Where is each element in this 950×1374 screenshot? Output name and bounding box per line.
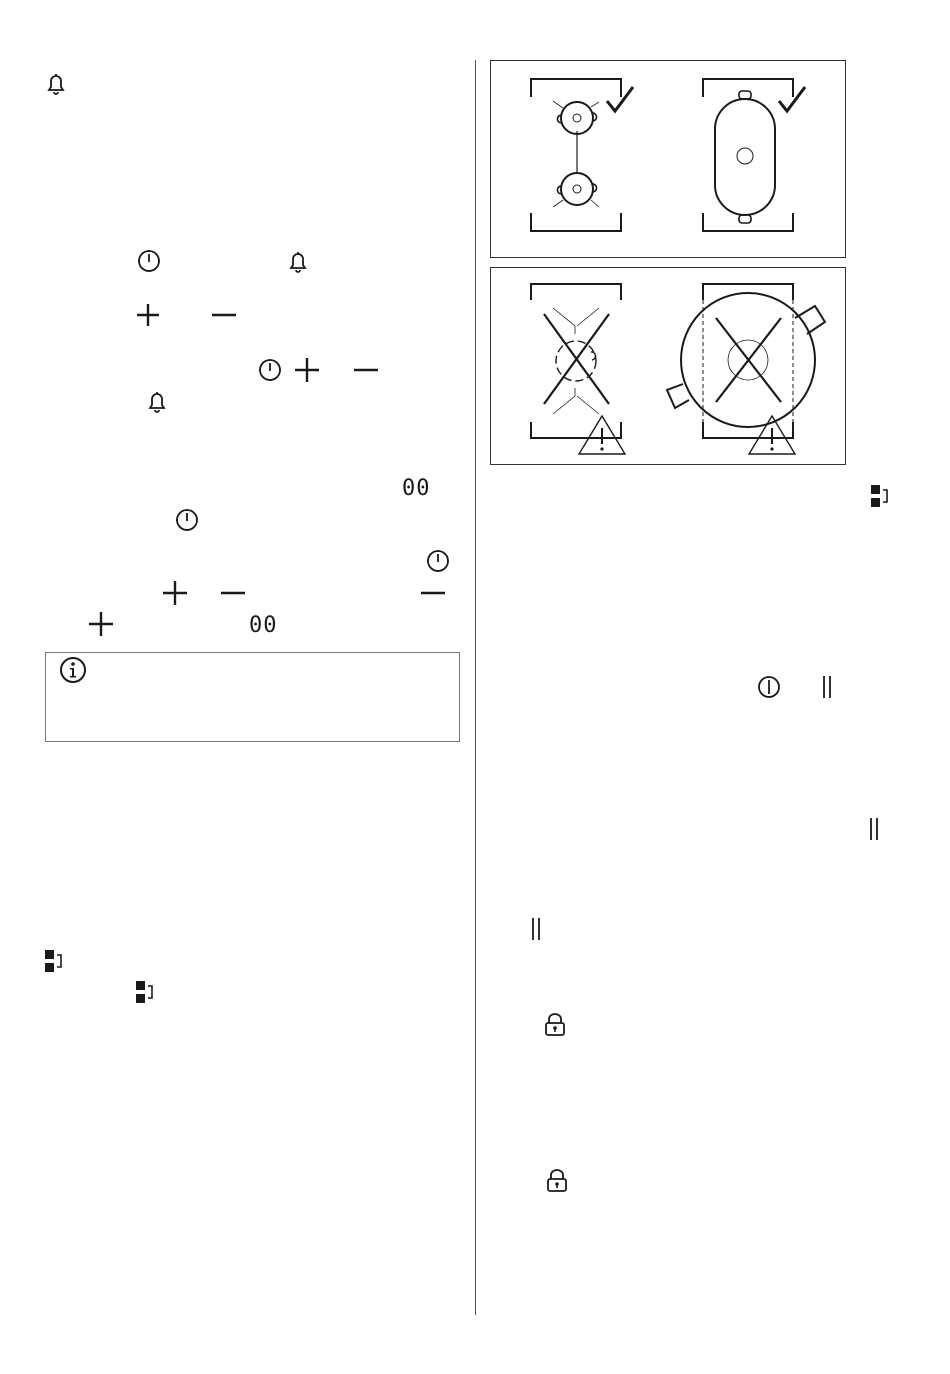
pause-icon <box>822 675 832 699</box>
clock-icon <box>137 249 161 273</box>
clock-icon <box>258 358 282 382</box>
timer-display: 00 <box>249 613 278 638</box>
minus-icon <box>420 581 446 605</box>
column-separator <box>475 60 476 1315</box>
plus-icon <box>136 303 160 327</box>
info-icon <box>59 656 87 684</box>
lock-icon <box>544 1013 566 1037</box>
bridge-icon <box>44 949 64 973</box>
bell-icon <box>288 250 308 274</box>
figure-incorrect-cookware <box>490 267 846 465</box>
power-icon <box>757 675 781 699</box>
info-note-box <box>45 652 460 742</box>
bell-icon <box>46 72 66 96</box>
pause-icon <box>531 917 541 941</box>
figure-correct-cookware <box>490 60 846 258</box>
minus-icon <box>211 303 237 327</box>
pause-icon <box>869 817 879 841</box>
bridge-icon <box>135 980 155 1004</box>
timer-display: 00 <box>402 476 431 501</box>
clock-icon <box>426 549 450 573</box>
minus-icon <box>220 581 246 605</box>
plus-icon <box>88 611 114 637</box>
bell-icon <box>147 390 167 414</box>
clock-icon <box>175 508 199 532</box>
minus-icon <box>353 358 379 382</box>
plus-icon <box>294 357 320 383</box>
plus-icon <box>162 580 188 606</box>
bridge-icon <box>870 484 890 508</box>
lock-icon <box>546 1169 568 1193</box>
